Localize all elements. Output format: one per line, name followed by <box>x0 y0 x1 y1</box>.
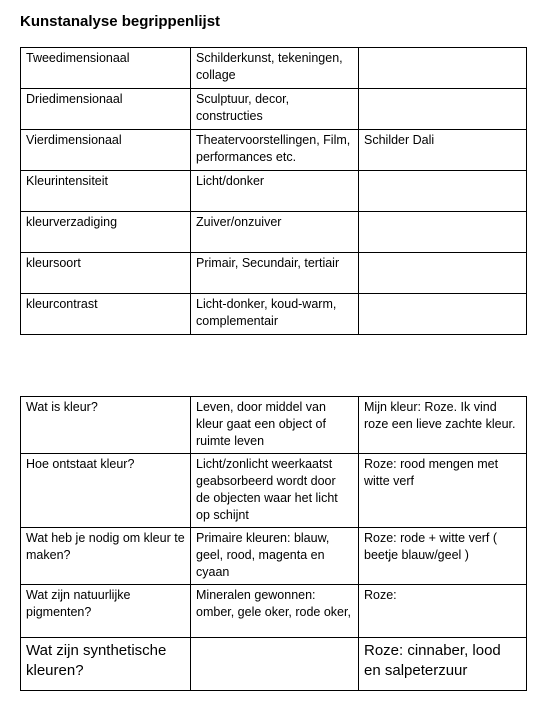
description-cell: Zuiver/onzuiver <box>191 212 359 253</box>
note-cell <box>359 89 527 130</box>
table-row <box>21 585 527 638</box>
note-cell: Roze: cinnaber, lood en salpeterzuur <box>359 638 527 691</box>
table-row <box>21 253 527 294</box>
answer-cell: Leven, door middel van kleur gaat een object of ruimte leven <box>191 397 359 454</box>
term-cell: Tweedimensionaal <box>21 48 191 89</box>
term-cell: kleurcontrast <box>21 294 191 335</box>
term-cell: kleurverzadiging <box>21 212 191 253</box>
table-row <box>21 212 527 253</box>
answer-cell <box>191 638 359 691</box>
note-cell: Roze: rode + witte verf ( beetje blauw/geel ) <box>359 528 527 585</box>
table-row <box>21 171 527 212</box>
note-cell: Roze: <box>359 585 527 638</box>
description-cell: Licht/donker <box>191 171 359 212</box>
table-row <box>21 397 527 454</box>
note-cell <box>359 294 527 335</box>
note-cell <box>359 253 527 294</box>
answer-cell: Licht/zonlicht weerkaatst geabsorbeerd wordt door de objecten waar het licht op schijnt <box>191 454 359 528</box>
note-cell <box>359 48 527 89</box>
description-cell: Licht-donker, koud-warm, complementair <box>191 294 359 335</box>
description-cell: Primair, Secundair, tertiair <box>191 253 359 294</box>
concepts-table <box>20 47 527 335</box>
term-cell: Driedimensionaal <box>21 89 191 130</box>
note-cell: Mijn kleur: Roze. Ik vind roze een lieve zachte kleur. <box>359 397 527 454</box>
table-row <box>21 130 527 171</box>
term-cell: Kleurintensiteit <box>21 171 191 212</box>
question-cell: Hoe ontstaat kleur? <box>21 454 191 528</box>
color-questions-table <box>20 396 527 691</box>
question-cell: Wat zijn synthetische kleuren? <box>21 638 191 691</box>
term-cell: Vierdimensionaal <box>21 130 191 171</box>
question-cell: Wat zijn natuurlijke pigmenten? <box>21 585 191 638</box>
table-row <box>21 638 527 691</box>
table-row <box>21 48 527 89</box>
note-cell <box>359 171 527 212</box>
description-cell: Schilderkunst, tekeningen, collage <box>191 48 359 89</box>
description-cell: Sculptuur, decor, constructies <box>191 89 359 130</box>
description-cell: Theatervoorstellingen, Film, performances etc. <box>191 130 359 171</box>
answer-cell: Mineralen gewonnen: omber, gele oker, rode oker, <box>191 585 359 638</box>
note-cell <box>359 212 527 253</box>
question-cell: Wat heb je nodig om kleur te maken? <box>21 528 191 585</box>
table-row <box>21 89 527 130</box>
note-cell: Schilder Dali <box>359 130 527 171</box>
term-cell: kleursoort <box>21 253 191 294</box>
table-row <box>21 528 527 585</box>
note-cell: Roze: rood mengen met witte verf <box>359 454 527 528</box>
table-row <box>21 454 527 528</box>
table-row <box>21 294 527 335</box>
answer-cell: Primaire kleuren: blauw, geel, rood, magenta en cyaan <box>191 528 359 585</box>
page-title: Kunstanalyse begrippenlijst <box>20 13 221 30</box>
question-cell: Wat is kleur? <box>21 397 191 454</box>
